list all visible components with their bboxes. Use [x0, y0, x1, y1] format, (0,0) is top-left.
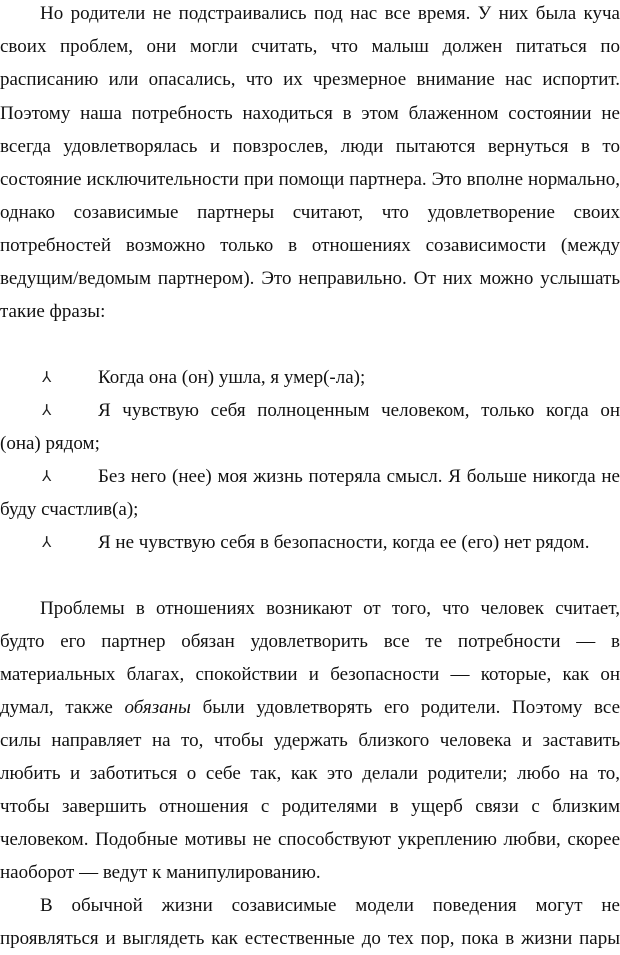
paragraph-line: чтобы завершить отношения с родителями в ущерб связи с близким [0, 796, 620, 817]
paragraph-line: любить и заботиться о себе так, как это делали родители; любо на то, [0, 763, 620, 784]
list-item [0, 526, 620, 559]
paragraph-line: такие фразы: [0, 301, 106, 322]
emphasized-word: обязаны [124, 697, 191, 718]
list-item [0, 460, 620, 493]
list-item-text: Я не чувствую себя в безопасности, когда ее (его) нет рядом. [98, 532, 590, 553]
paragraph-line: проявляться и выглядеть как естественные до тех пор, пока в жизни пары [0, 928, 620, 949]
text-run: были удовлетворять его родители. Поэтому все [190, 697, 620, 718]
list-item [0, 361, 620, 394]
list-item [0, 394, 620, 427]
list-item-text: Без него (нее) моя жизнь потеряла смысл. Я больше никогда не [98, 466, 620, 487]
paragraph-line: наоборот — ведут к манипулированию. [0, 862, 321, 883]
triangle-bullet-icon: ⅄ [42, 467, 52, 485]
paragraph-line: своих проблем, они могли считать, что малыш должен питаться по [0, 36, 620, 57]
list-item-text: Я чувствую себя полноценным человеком, только когда он [98, 400, 620, 421]
paragraph-line: Поэтому наша потребность находиться в этом блаженном состоянии не [0, 103, 620, 124]
paragraph-line: силы направляет на то, чтобы удержать близкого человека и заставить [0, 730, 620, 751]
list-item-continuation: (она) рядом; [0, 433, 100, 454]
paragraph-line: расписанию или опасались, что их чрезмерное внимание нас испортит. [0, 69, 620, 90]
paragraph-line: Проблемы в отношениях возникают от того, что человек считает, [40, 598, 620, 619]
paragraph-line: материальных благах, спокойствии и безопасности — которые, как он [0, 664, 620, 685]
paragraph-line: будто его партнер обязан удовлетворить все те потребности — в [0, 631, 620, 652]
list-item-continuation: буду счастлив(а); [0, 499, 139, 520]
paragraph-line: потребностей возможно только в отношениях созависимости (между [0, 235, 620, 256]
triangle-bullet-icon: ⅄ [42, 401, 52, 419]
text-run: думал, также [0, 697, 125, 718]
paragraph-line: всегда удовлетворялась и повзрослев, люди пытаются вернуться в то [0, 136, 620, 157]
triangle-bullet-icon: ⅄ [42, 368, 52, 386]
paragraph-line: ведущим/ведомым партнером). Это неправильно. От них можно услышать [0, 268, 620, 289]
paragraph-line [0, 691, 620, 724]
paragraph-line: В обычной жизни созависимые модели поведения могут не [40, 895, 620, 916]
paragraph-line: человеком. Подобные мотивы не способствуют укреплению любви, скорее [0, 829, 620, 850]
list-item-text: Когда она (он) ушла, я умер(-ла); [98, 367, 366, 388]
paragraph-line: Но родители не подстраивались под нас все время. У них была куча [40, 3, 620, 24]
triangle-bullet-icon: ⅄ [42, 533, 52, 551]
paragraph-line: однако созависимые партнеры считают, что удовлетворение своих [0, 202, 620, 223]
paragraph-line: состояние исключительности при помощи партнера. Это вполне нормально, [0, 169, 620, 190]
